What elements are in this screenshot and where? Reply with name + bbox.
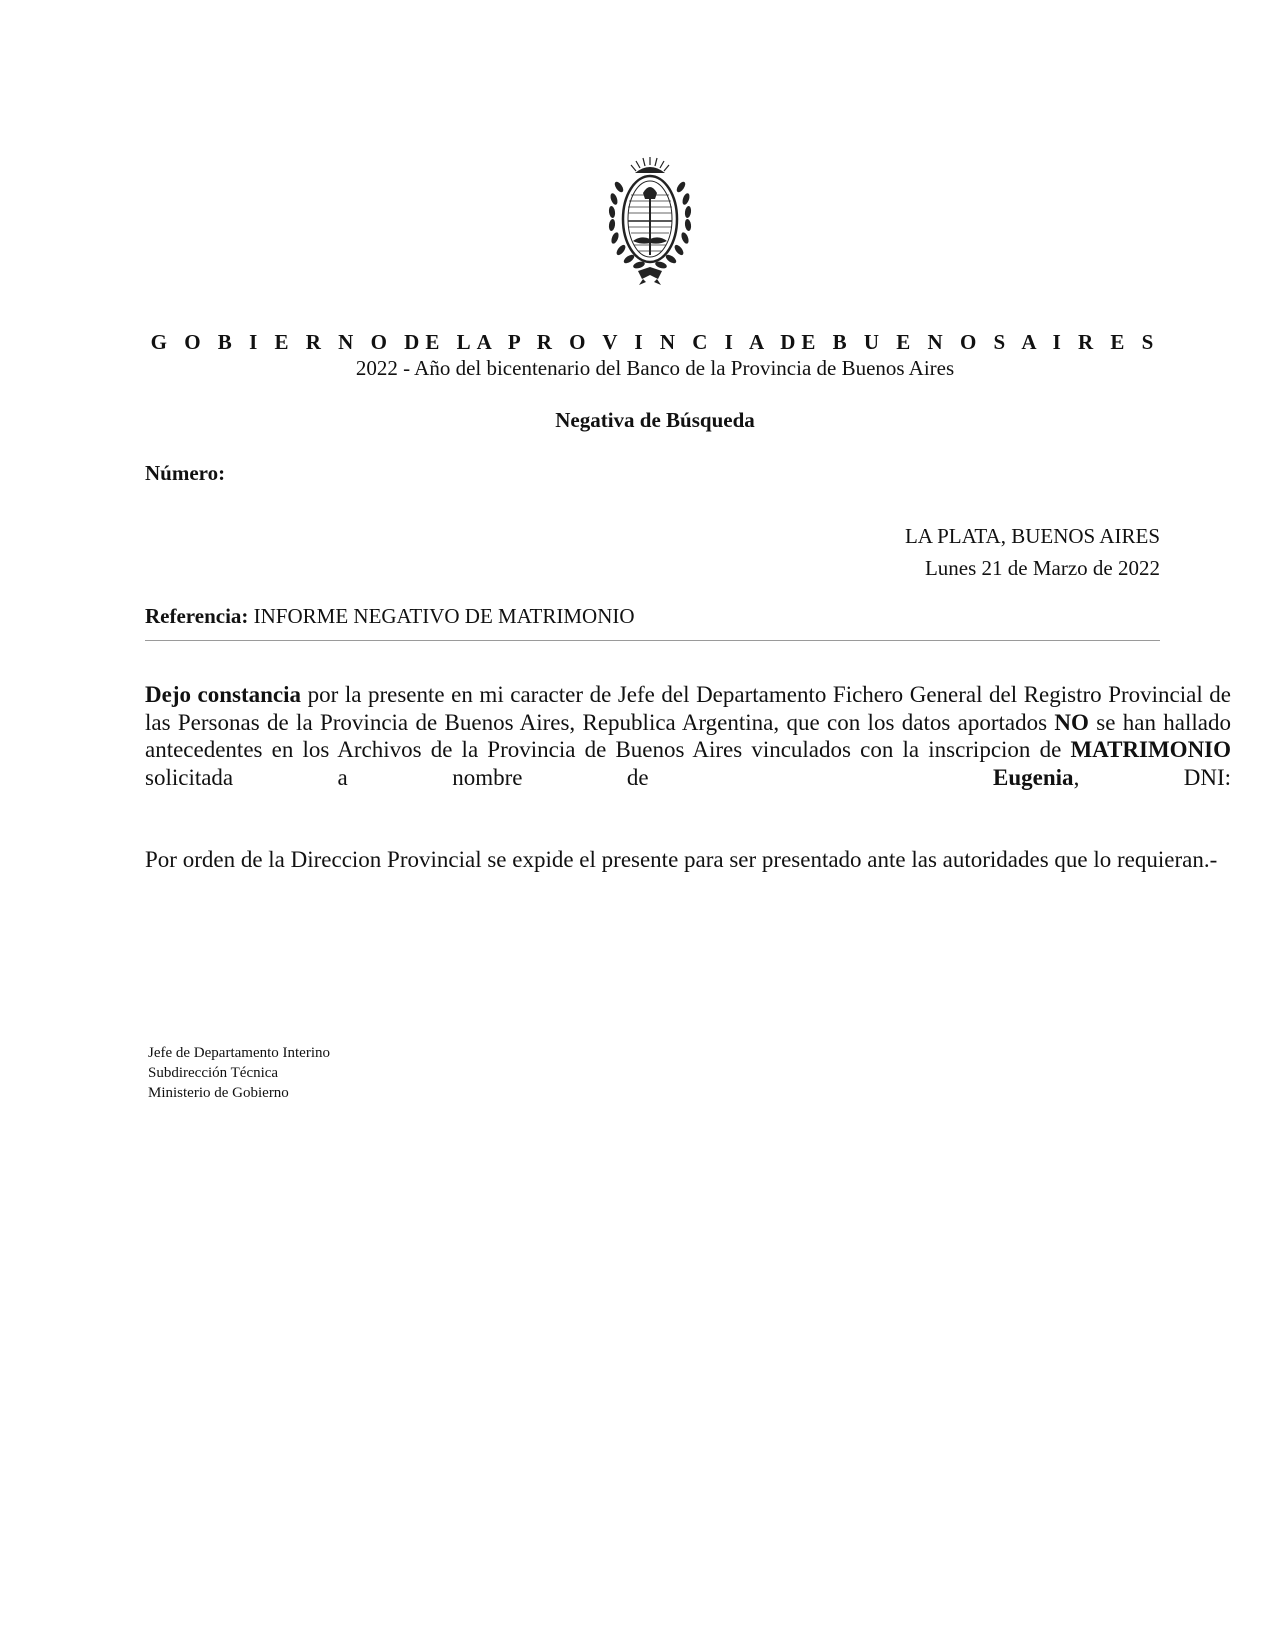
argentina-coat-of-arms-icon <box>605 155 695 287</box>
signature-block <box>148 1043 330 1103</box>
numero-label: Número: <box>145 461 226 485</box>
reference-line <box>145 604 635 629</box>
signature-line-1: Jefe de Departamento Interino <box>148 1045 330 1061</box>
government-name: G O B I E R N O DE LA P R O V I N C I A DE B U E N O S A I R E S <box>150 330 1160 354</box>
body-text-1: por la presente en mi caracter de Jefe del Departamento Fichero General del Registro Provincial de las Personas de la Provincia de Buenos Aires, Republica Argentina, que con los datos aportados <box>145 682 1232 735</box>
person-name: Eugenia <box>993 764 1074 790</box>
reference-value: INFORME NEGATIVO DE MATRIMONIO <box>253 604 635 628</box>
order-paragraph: Por orden de la Direccion Provincial se expide el presente para ser presentado ante las autoridades que lo requieran.- <box>145 847 1218 872</box>
signature-line-2: Subdirección Técnica <box>148 1065 279 1081</box>
lead-phrase: Dejo constancia <box>145 682 302 707</box>
act-type: MATRIMONIO <box>1070 737 1232 762</box>
place: LA PLATA, BUENOS AIRES <box>904 524 1160 548</box>
place-date-block <box>905 520 1160 584</box>
reference-label: Referencia: <box>145 604 249 628</box>
body-text-3: solicitada a nombre de <box>145 764 649 790</box>
year-motto: 2022 - Año del bicentenario del Banco de la Provincia de Buenos Aires <box>355 356 955 380</box>
date: Lunes 21 de Marzo de 2022 <box>924 556 1160 580</box>
document-title: Negativa de Búsqueda <box>555 408 755 432</box>
body-text-4: , DNI: <box>1073 764 1232 790</box>
negation-word: NO <box>1054 709 1089 735</box>
signature-line-3: Ministerio de Gobierno <box>148 1085 289 1101</box>
body-text-2: se han hallado antecedentes en los Archivos de la Provincia de Buenos Aires vinculados con la inscripcion de <box>145 709 1231 762</box>
divider <box>145 640 1160 641</box>
certification-paragraph <box>145 681 1231 791</box>
